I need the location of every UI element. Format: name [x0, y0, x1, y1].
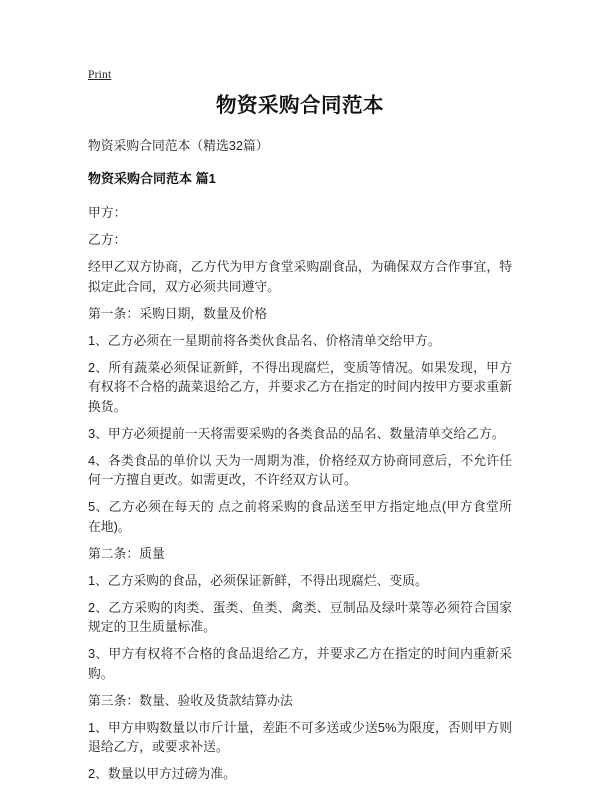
paragraph-party-a: 甲方：	[88, 205, 127, 220]
document-subtitle: 物资采购合同范本（精选32篇）	[88, 138, 269, 153]
clause-three-item-2: 2、数量以甲方过磅为准。	[88, 766, 236, 781]
document-content	[88, 92, 512, 791]
clause-one-heading: 第一条：采购日期，数量及价格	[88, 305, 268, 321]
print-link[interactable]: Print	[88, 69, 112, 81]
clause-one-item-3: 3、甲方必须提前一天将需要采购的各类食品的品名、数量清单交给乙方。	[88, 425, 505, 441]
clause-one-item-2: 2、所有蔬菜必须保证新鲜，不得出现腐烂，变质等情况。如果发现，甲方有权将不合格的蔬菜退给乙方，并要求乙方在指定的时间内按甲方要求重新换货。	[88, 359, 512, 414]
clause-one-item-1: 1、乙方必须在一星期前将各类伙食品名、价格清单交给甲方。	[88, 332, 441, 348]
page-title: 物资采购合同范本	[216, 94, 384, 117]
clause-one-item-5: 5、乙方必须在每天的 点之前将采购的食品送至甲方指定地点(甲方食堂所在地)。	[88, 499, 512, 534]
clause-two-heading: 第二条：质量	[88, 545, 165, 561]
paragraph-preamble: 经甲乙双方协商，乙方代为甲方食堂采购副食品，为确保双方合作事宜，特拟定此合同，双方必须共同遵守。	[88, 259, 512, 294]
paragraph-party-b: 乙方：	[88, 232, 127, 247]
clause-three-heading: 第三条：数量、验收及货款结算办法	[88, 692, 293, 708]
clause-two-item-3: 3、甲方有权将不合格的食品退给乙方，并要求乙方在指定的时间内重新采购。	[88, 646, 512, 681]
clause-two-item-1: 1、乙方采购的食品，必须保证新鲜，不得出现腐烂、变质。	[88, 572, 428, 588]
clause-two-item-2: 2、乙方采购的肉类、蛋类、鱼类、禽类、豆制品及绿叶菜等必须符合国家规定的卫生质量标准。	[88, 599, 512, 634]
clause-three-item-1: 1、甲方申购数量以市斤计量，差距不可多送或少送5%为限度，否则甲方则退给乙方，或要求补送。	[88, 719, 512, 754]
section-heading: 物资采购合同范本 篇1	[88, 171, 216, 186]
clause-one-item-4: 4、各类食品的单价以 天为一周期为准，价格经双方协商同意后，不允许任何一方擅自更改。如需更改，不许经双方认可。	[88, 452, 512, 487]
